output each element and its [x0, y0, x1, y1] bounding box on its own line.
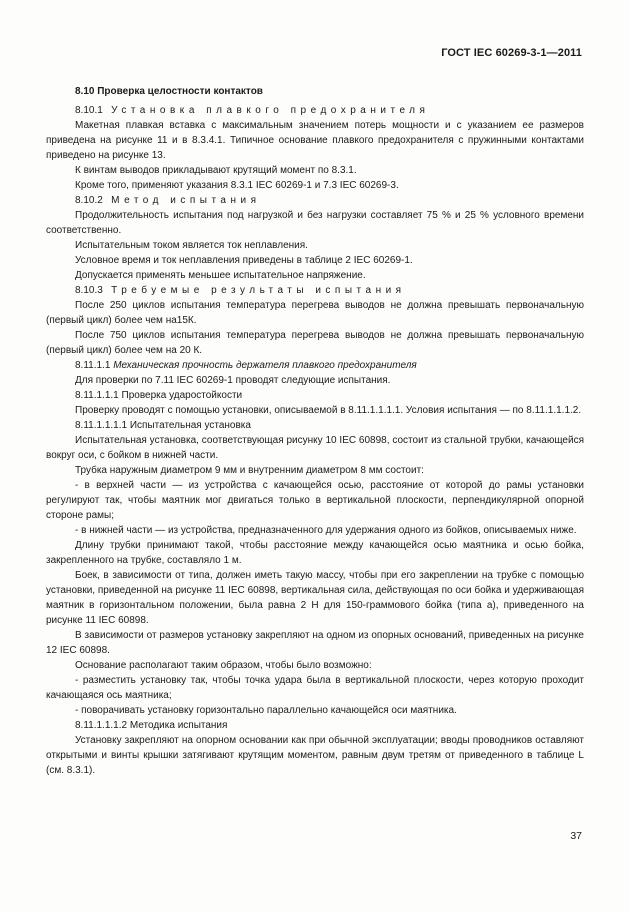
- page-number: 37: [570, 830, 582, 842]
- standard-header: ГОСТ IEC 60269-3-1—2011: [441, 47, 582, 59]
- subclause-heading: 8.11.1.1.1.1 Испытательная установка: [75, 420, 251, 431]
- paragraph: Продолжительность испытания под нагрузкой и без нагрузки составляет 75 % и 25 % условного времени соответственно.: [46, 210, 584, 236]
- subclause-heading: 8.11.1.1.1 Проверка ударостойкости: [75, 390, 243, 401]
- paragraph: Проверку проводят с помощью установки, описываемой в 8.11.1.1.1.1. Условия испытания — по 8.11.1.1.1.2.: [75, 405, 582, 416]
- paragraph: Условное время и ток неплавления приведены в таблице 2 IEC 60269-1.: [75, 255, 413, 266]
- paragraph: К винтам выводов прикладывают крутящий момент по 8.3.1.: [75, 165, 357, 176]
- document-body: [46, 84, 584, 778]
- paragraph: Для проверки по 7.11 IEC 60269-1 проводят следующие испытания.: [75, 375, 391, 386]
- list-item: - разместить установку так, чтобы точка удара была в вертикальной плоскости, через которую проходит качающаяся ось маятника;: [46, 675, 584, 701]
- paragraph: Основание располагают таким образом, чтобы было возможно:: [75, 660, 372, 671]
- paragraph: Кроме того, применяют указания 8.3.1 IEC 60269-1 и 7.3 IEC 60269-3.: [75, 180, 399, 191]
- paragraph: Трубка наружным диаметром 9 мм и внутренним диаметром 8 мм состоит:: [75, 465, 424, 476]
- paragraph: Боек, в зависимости от типа, должен иметь такую массу, чтобы при его закреплении на трубке с помощью установки, приведенной на рисунке 11 IEC 60898, вертикальная сила, действующая по оси бойка и удерживающая маятник в горизонтальном положении, была равна 2 Н для 150-граммового бойка (типа а), приведенного на рисунке 11 IEC 60898.: [46, 570, 584, 626]
- paragraph: После 750 циклов испытания температура перегрева выводов не должна превышать первоначальную (первый цикл) более чем на 20 К.: [46, 330, 584, 356]
- list-item: - поворачивать установку горизонтально параллельно качающейся оси маятника.: [75, 705, 457, 716]
- list-item: - в нижней части — из устройства, предназначенного для удержания одного из бойков, описываемых ниже.: [75, 525, 577, 536]
- subclause-heading: 8.11.1.1.1.2 Методика испытания: [75, 720, 228, 731]
- paragraph: Испытательным током является ток неплавления.: [75, 240, 308, 251]
- paragraph: После 250 циклов испытания температура перегрева выводов не должна превышать первоначальную (первый цикл) более чем на15К.: [46, 300, 584, 326]
- paragraph: Установку закрепляют на опорном основании как при обычной эксплуатации; вводы проводников оставляют открытыми и винты крышки затягивают крутящим моментом, равным двум третям от приведенного в таблице L (см. 8.3.1).: [46, 735, 584, 776]
- list-item: - в верхней части — из устройства с качающейся осью, расстояние от которой до рамы установки регулируют так, чтобы маятник мог двигаться только в вертикальной плоскости, перпендикулярной опорной стороне рамы;: [46, 480, 584, 521]
- paragraph: Макетная плавкая вставка с максимальным значением потерь мощности и с указанием ее размеров приведена на рисунке 11 и в 8.3.4.1. Типичное основание плавкого предохранителя с пружинными контактами приведено на рисунке 13.: [46, 120, 584, 161]
- paragraph: Испытательная установка, соответствующая рисунку 10 IEC 60898, состоит из стальной трубки, качающейся вокруг оси, с бойком в нижней части.: [46, 435, 584, 461]
- paragraph: Допускается применять меньшее испытательное напряжение.: [75, 270, 366, 281]
- clause-8-10-1: 8.10.1 Установка плавкого предохранителя: [75, 105, 430, 116]
- section-title: 8.10 Проверка целостности контактов: [75, 86, 263, 97]
- clause-8-10-2: 8.10.2 Метод испытания: [75, 195, 261, 206]
- clause-8-10-3: 8.10.3 Требуемые результаты испытания: [75, 285, 406, 296]
- paragraph: Длину трубки принимают такой, чтобы расстояние между качающейся осью маятника и осью бойка, закрепленного на трубке, составляло 1 м.: [46, 540, 584, 566]
- paragraph: В зависимости от размеров установку закрепляют на одном из опорных оснований, приведенных на рисунке 12 IEC 60898.: [46, 630, 584, 656]
- clause-8-11-1-1: 8.11.1.1 Механическая прочность держателя плавкого предохранителя: [75, 360, 417, 371]
